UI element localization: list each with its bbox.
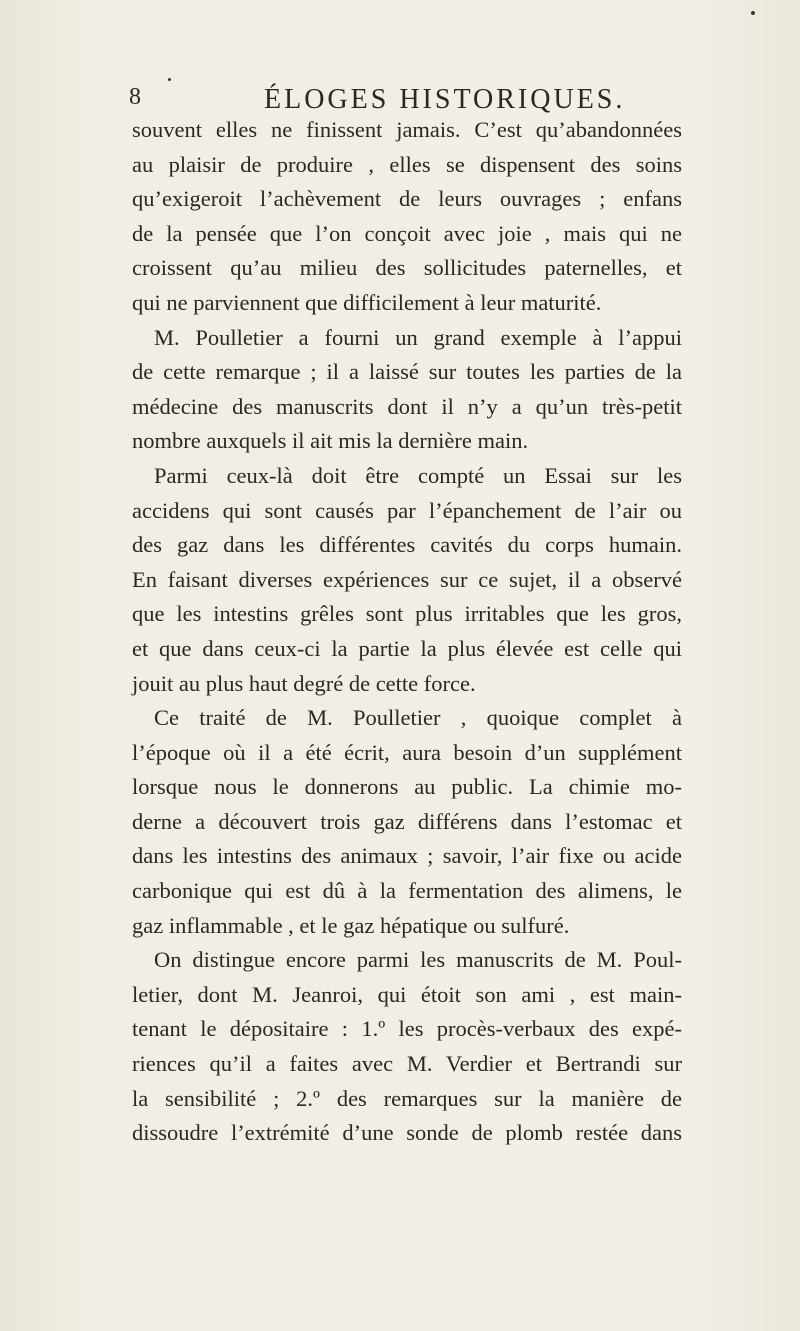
text-line: dissoudre l’extrémité d’une sonde de plomb restée dans (132, 1120, 682, 1146)
text-line: riences qu’il a faites avec M. Verdier et Bertrandi sur (132, 1051, 682, 1077)
text-line: gaz inflammable , et le gaz hépatique ou sulfuré. (132, 912, 570, 938)
text-line: nombre auxquels il ait mis la dernière main. (132, 428, 529, 454)
text-line: au plaisir de produire , elles se dispensent des soins (132, 151, 682, 177)
body-text (132, 113, 682, 1151)
text-line: letier, dont M. Jeanroi, qui étoit son ami , est main- (132, 981, 682, 1007)
text-line: carbonique qui est dû à la fermentation des alimens, le (132, 878, 682, 904)
text-line: que les intestins grêles sont plus irritables que les gros, (132, 601, 682, 627)
text-line: Ce traité de M. Poulletier , quoique complet à (154, 705, 682, 731)
text-line: tenant le dépositaire : 1.º les procès-verbaux des expé- (132, 1016, 682, 1042)
text-line: accidens qui sont causés par l’épanchement de l’air ou (132, 497, 682, 523)
text-line: qui ne parviennent que difficilement à leur maturité. (132, 289, 602, 315)
text-line: des gaz dans les différentes cavités du corps humain. (132, 532, 682, 558)
text-line: derne a découvert trois gaz différens dans l’estomac et (132, 808, 682, 834)
text-line: En faisant diverses expériences sur ce sujet, il a observé (132, 566, 682, 592)
running-title: ÉLOGES HISTORIQUES. (264, 84, 626, 115)
text-line: l’époque où il a été écrit, aura besoin d’un supplément (132, 739, 682, 765)
text-line: croissent qu’au milieu des sollicitudes paternelles, et (132, 255, 682, 281)
ink-speck (168, 78, 171, 81)
text-line: qu’exigeroit l’achèvement de leurs ouvrages ; enfans (132, 186, 682, 212)
page-number: 8 (129, 84, 142, 110)
text-line: la sensibilité ; 2.º des remarques sur la manière de (132, 1085, 682, 1111)
text-line: M. Poulletier a fourni un grand exemple à l’appui (154, 324, 682, 350)
text-line: jouit au plus haut degré de cette force. (132, 670, 476, 696)
text-line: On distingue encore parmi les manuscrits de M. Poul- (154, 947, 682, 973)
text-line: médecine des manuscrits dont il n’y a qu’un très-petit (132, 393, 682, 419)
text-line: Parmi ceux-là doit être compté un Essai sur les (154, 462, 682, 488)
text-line: et que dans ceux-ci la partie la plus élevée est celle qui (132, 635, 682, 661)
text-line: de cette remarque ; il a laissé sur toutes les parties de la (132, 359, 682, 385)
text-line: de la pensée que l’on conçoit avec joie , mais qui ne (132, 220, 682, 246)
ink-speck (751, 11, 755, 15)
text-line: dans les intestins des animaux ; savoir, l’air fixe ou acide (132, 843, 682, 869)
text-line: souvent elles ne finissent jamais. C’est qu’abandonnées (132, 117, 682, 142)
text-line: lorsque nous le donnerons au public. La chimie mo- (132, 774, 682, 800)
